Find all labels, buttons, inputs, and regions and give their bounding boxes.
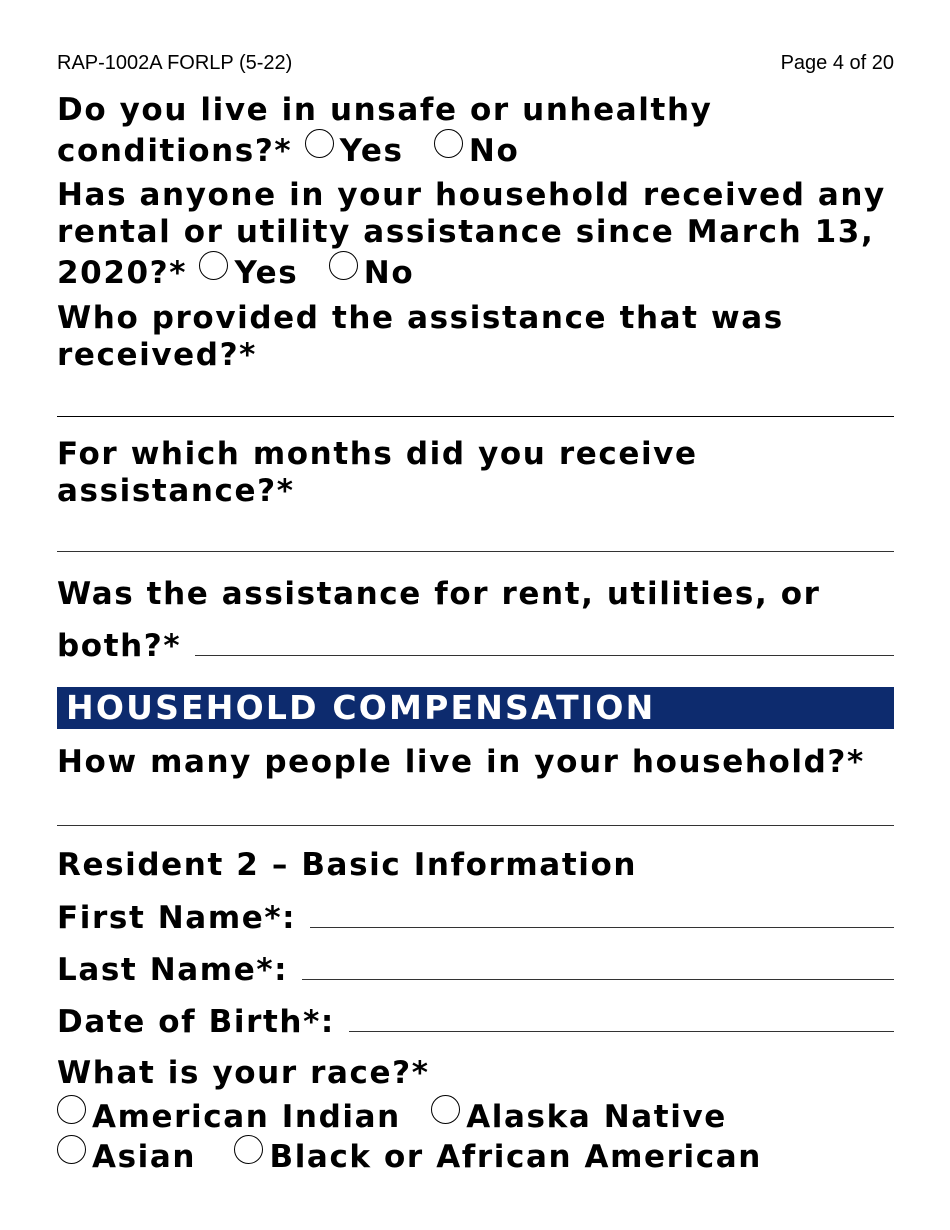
assistance-months-field[interactable] (57, 551, 894, 552)
dob-field[interactable] (349, 1005, 894, 1032)
assistance-no-radio[interactable] (329, 251, 358, 280)
race-options-row-2 (57, 1135, 897, 1176)
assistance-yes-radio[interactable] (199, 251, 228, 280)
household-size-field[interactable] (57, 825, 894, 826)
assistance-type-row (57, 628, 894, 664)
assistance-no-label: No (363, 255, 415, 291)
last-name-row (57, 952, 894, 988)
question-unsafe-conditions (57, 92, 897, 170)
first-name-label: First Name*: (57, 900, 297, 936)
race-question: What is your race?* (57, 1055, 430, 1091)
question-assistance-months: For which months did you receive assistance?* (57, 436, 698, 509)
unsafe-no-radio[interactable] (434, 129, 463, 158)
race-american-indian-radio[interactable] (57, 1095, 86, 1124)
assistance-type-label: both?* (57, 628, 182, 664)
dob-label: Date of Birth*: (57, 1004, 335, 1040)
race-alaska-native-label: Alaska Native (466, 1099, 727, 1135)
question-assistance-provider: Who provided the assistance that was received?* (57, 300, 784, 373)
last-name-field[interactable] (302, 953, 894, 980)
unsafe-no-label: No (468, 133, 520, 169)
unsafe-yes-label: Yes (339, 133, 404, 169)
race-black-radio[interactable] (234, 1135, 263, 1164)
race-asian-radio[interactable] (57, 1135, 86, 1164)
dob-row (57, 1004, 894, 1040)
assistance-type-field[interactable] (195, 629, 894, 656)
first-name-row (57, 900, 894, 936)
page-number: Page 4 of 20 (780, 52, 894, 74)
race-options-row-1 (57, 1095, 897, 1136)
question-unsafe-label: Do you live in unsafe or unhealthy conditions?* (57, 92, 713, 169)
question-assistance-type: Was the assistance for rent, utilities, or (57, 576, 821, 612)
first-name-field[interactable] (310, 901, 894, 928)
assistance-provider-field[interactable] (57, 416, 894, 417)
question-household-size: How many people live in your household?* (57, 744, 865, 780)
unsafe-yes-radio[interactable] (305, 129, 334, 158)
assistance-yes-label: Yes (234, 255, 299, 291)
resident-2-heading: Resident 2 – Basic Information (57, 847, 638, 883)
race-asian-label: Asian (92, 1139, 197, 1175)
question-assistance-label: Has anyone in your household received any rental or utility assistance since March 13, 2020?* (57, 177, 886, 291)
question-received-assistance (57, 177, 897, 292)
form-id: RAP-1002A FORLP (5-22) (57, 52, 293, 74)
last-name-label: Last Name*: (57, 952, 289, 988)
section-household-compensation: HOUSEHOLD COMPENSATION (57, 687, 894, 729)
race-black-label: Black or African American (269, 1139, 762, 1175)
race-alaska-native-radio[interactable] (431, 1095, 460, 1124)
race-american-indian-label: American Indian (92, 1099, 401, 1135)
